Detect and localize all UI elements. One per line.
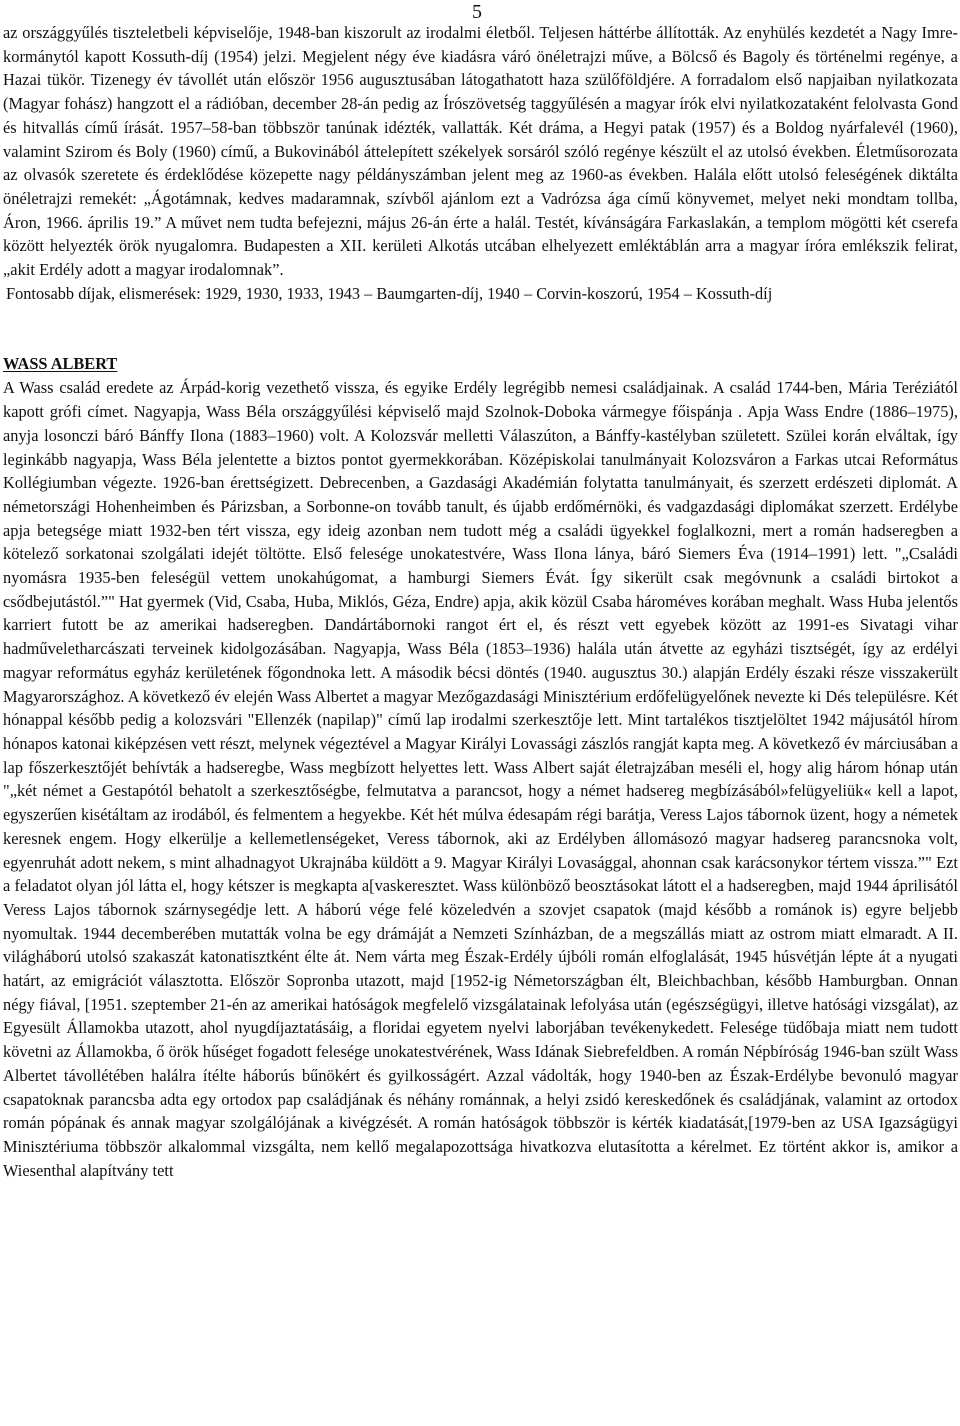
document-body [3, 21, 958, 1182]
section-heading-wass-albert: WASS ALBERT [3, 354, 118, 374]
awards-paragraph: Fontosabb díjak, elismerések: 1929, 1930, 1933, 1943 – Baumgarten-díj, 1940 – Corvin-koszorú, 1954 – Kossuth-díj [6, 283, 773, 303]
biography-paragraph-tamasi: az országgyűlés tiszteletbeli képviselője, 1948-ban kiszorult az irodalmi életből. Teljesen háttérbe állították. Az enyhülés kezdetét a Nagy Imre-kormánytól kapott Kossuth-díj (1954) jelzi. Megjelent négy éve kiadásra váró önéletrajzi műve, a Bölcső és Bagoly és történelmi regénye, a Hazai tükör. Tizenegy év távollét után először 1956 augusztusában látogathatott haza szülőföldjére. A forradalom első napjaiban nyilatkozata (Magyar fohász) hangzott el a rádióban, december 28-án pedig az Írószövetség taggyűlésén a magyar írók elvi nyilatkozataként felolvasta Gond és hitvallás című írását. 1957–58-ban többször tanúnak idézték, vallatták. Két dráma, a Hegyi patak (1957) és a Boldog nyárfalevél (1960), valamint Szirom és Boly (1960) című, a Bukovinából áttelepített székelyek sorsáról szóló regénye készült el az utolsó években. Életműsorozata az olvasók szeretete és érdeklődése közepette nagy példányszámban jelent meg az 1960-as években. Halála előtt utolsó feleségének diktálta önéletrajzi remekét: „Ágotámnak, kedves madaramnak, szívből ajánlom ezt a Vadrózsa ága című könyvemet, melyet neki mondtam tollba, Áron, 1966. április 19.” A művet nem tudta befejezni, május 26-án érte a halál. Testét, kívánságára Farkaslakán, a templom mögötti két cserefa között helyezték örök nyugalomra. Budapesten a XII. kerületi Alkotás utcában elhelyezett emléktáblán arra a magyar íróra emlékszik felirat, „akit Erdély adott a magyar irodalomnak”. [3, 23, 958, 280]
page-number: 5 [472, 1, 482, 23]
section-gap [3, 305, 958, 352]
biography-paragraph-wass: A Wass család eredete az Árpád-korig vezethető vissza, és egyike Erdély legrégibb nemesi családjainak. A család 1744-ben, Mária Teréziától kapott grófi címet. Nagyapja, Wass Béla országgyűlési képviselő majd Szolnok-Doboka vármegye főispánja . Apja Wass Endre (1886–1975), anyja losonczi báró Bánffy Ilona (1883–1960) volt. A Kolozsvár melletti Válaszúton, a Bánffy-kastélyban született. Szülei korán elváltak, így leginkább nagyapja, Wass Béla jelentette a biztos pontot gyermekkorában. Középiskolai tanulmányait Kolozsváron a Farkas utcai Református Kollégiumban végezte. 1926-ban érettségizett. Debrecenben, a Gazdasági Akadémián folytatta tanulmányait, és szerzett erdészeti diplomát. A németországi Hohenheimben és Párizsban, a Sorbonne-on tovább tanult, és újabb erdőmérnöki, és vadgazdasági diplomákat szerzett. Erdélybe apja betegsége miatt 1932-ben tért vissza, egy ideig azonban nem tudott még a családi ügyekkel foglalkozni, mert a román hadseregben a kötelező sorkatonai szolgálati idejét töltötte. Első felesége unokatestvére, Wass Ilona lánya, báró Siemers Éva (1914–1991) lett. "„Családi nyomásra 1935-ben feleségül vettem unokahúgomat, a hamburgi Siemers Évát. Így sikerült csak megóvnunk a családi birtokot a csődbejutástól.”" Hat gyermek (Vid, Csaba, Huba, Miklós, Géza, Endre) apja, akik közül Csaba hároméves korában meghalt. Wass Huba jelentős karriert futott be az amerikai hadseregben. Dandártábornoki rangot ért el, és részt vett egyebek között az 1991-es Sivatagi vihar hadműveletharcászati terveinek kidolgozásában. Nagyapja, Wass Béla (1853–1936) halála után átvette az egyházi tisztségét, így az erdélyi magyar református egyház kerületének főgondnoka lett. A második bécsi döntés (1940. augusztus 30.) alapján Erdély északi része visszakerült Magyarországhoz. A következő év elején Wass Albertet a magyar Mezőgazdasági Minisztérium erdőfelügyelőnek nevezte ki Dés településre. Két hónappal később pedig a kolozsvári "Ellenzék (napilap)" című lap irodalmi szerkesztője lett. Mint tartalékos tisztjelöltet 1942 májusától hírom hónapos katonai kiképzésen vett részt, melynek végeztével a Magyar Királyi Lovassági zászlós rangját kapta meg. A következő év márciusában a lap főszerkesztőjét behívták a hadseregbe, Wass megbízott helyettes lett. Wass Albert saját életrajzában meséli el, hogy alig három hónap után "„két német a Gestapótól behatolt a szerkesztőségbe, felmutatva a parancsot, hogy a német hadsereg megbízásából»felügyeliük« kell a lapot, egyszerűen kisétáltam az irodából, és felmentem a hegyekbe. Két hét múlva édesapám régi barátja, Veress Lajos tábornok üzent, hogy a németek keresnek engem. Hogy elkerülje a kellemetlenségeket, Veress tábornok, aki az Erdélyben állomásozó magyar hadsereg parancsnoka volt, egyenruhát adott nekem, s mint alhadnagyot Ukrajnába küldött a 9. Magyar Királyi Lovasággal, ahonnan csak karácsonykor tértem vissza.”" Ezt a feladatot olyan jól látta el, hogy kétszer is megkapta a[vaskeresztet. Wass különböző beosztásokat látott el a hadseregben, majd 1944 áprilisától Veress Lajos tábornok szárnysegédje lett. A háború vége felé közeledvén a szovjet csapatok (majd később a románok is) egyre beljebb nyomultak. 1944 decemberében mutatták volna be egy drámáját a Nemzeti Színházban, de a megszállás miatt az ostrom miatt elmaradt. A II. világháború utolsó szakaszát katonatisztként élte át. Nem várta meg Észak-Erdély újbóli román elfoglalását, 1945 húsvétján lépte át a nyugati határt, az emigrációt választotta. Először Sopronba utazott, majd [1952-ig Németországban élt, Bleichbachban, később Hamburgban. Onnan négy fiával, [1951. szeptember 21-én az amerikai hatóságok megfelelő vizsgálatainak lefolyása után (egészségügyi, illetve hatósági vizsgálat), az Egyesült Államokba utazott, ahol nyugdíjaztatásáig, a floridai egyetem nyelvi laborjában tevékenykedett. Felesége tüdőbaja miatt nem tudott követni az Államokba, ő örök hűséget fogadott felesége unokatestvérének, Wass Idának Siebrefeldben. A román Népbíróság 1946-ban szült Wass Albertet távollétében halálra ítélte háborús bűnökért és gyilkosságért. Azzal vádolták, hogy 1940-ben az Észak-Erdélybe bevonuló magyar csapatoknak parancsba adta egy ortodox pap családjának és néhány románnak, a helyi zsidó kereskedőnek és családjának, valamint az ortodox román pópának és annak magyar szolgálójának a kivégzését. A román hatóságok többször is kérték kiadatását,[1979-ben az USA Igazságügyi Minisztériuma többször alkalommal vizsgálta, nem kellő megalapozottsága hivatkozva elutasította a kérelmet. Ez történt akkor is, amikor a Wiesenthal alapítvány tett [3, 378, 958, 1180]
